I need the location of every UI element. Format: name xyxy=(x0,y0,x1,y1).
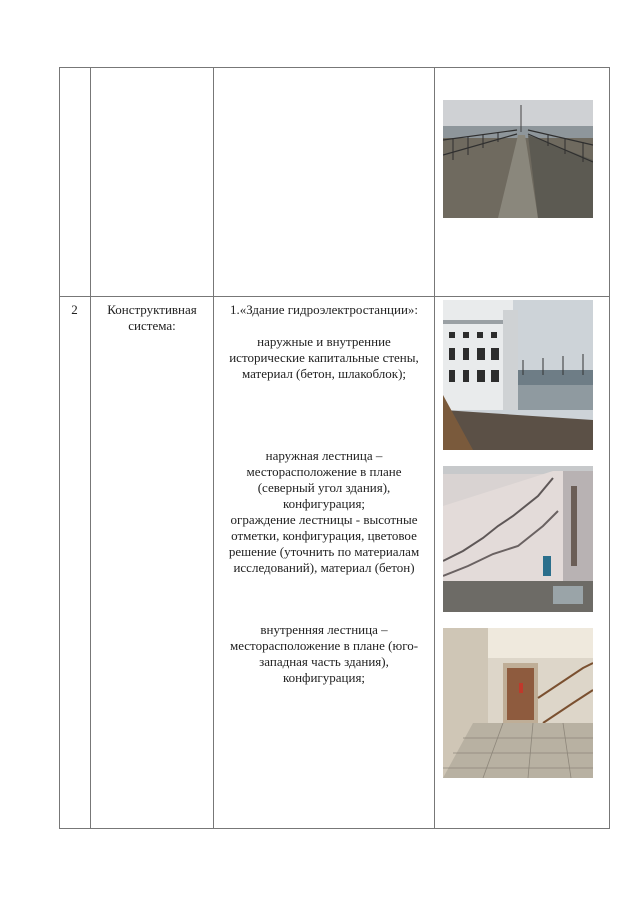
column-divider-1 xyxy=(90,67,91,829)
walls-description: наружные и внутренние исторические капитальные стены, материал (бетон, шлакоблок); xyxy=(229,334,419,381)
power-station-building-photo xyxy=(443,300,593,450)
row-divider xyxy=(59,296,610,297)
row-title: Конструктивная система: xyxy=(107,302,197,333)
dam-walkway-photo xyxy=(443,100,593,218)
table-top-border xyxy=(59,67,610,68)
section-heading: 1.«Здание гидроэлектростанции»: xyxy=(229,302,419,317)
internal-stairs-description: внутренняя лестница – месторасположение в плане (юго- западная часть здания), конфигурация; xyxy=(229,622,419,685)
row-number: 2 xyxy=(71,302,78,317)
table-bottom-border xyxy=(59,828,610,829)
column-divider-3 xyxy=(434,67,435,829)
internal-staircase-photo xyxy=(443,628,593,778)
external-staircase-photo xyxy=(443,466,593,612)
table-right-border xyxy=(609,67,610,829)
table-left-border xyxy=(59,67,60,829)
external-stairs-description: наружная лестница – месторасположение в плане (северный угол здания), конфигурация; ограждение лестницы - высотные отметки, конфигурация, цветовое решение (уточнить по материалам исследований), материал (бетон) xyxy=(228,448,420,575)
